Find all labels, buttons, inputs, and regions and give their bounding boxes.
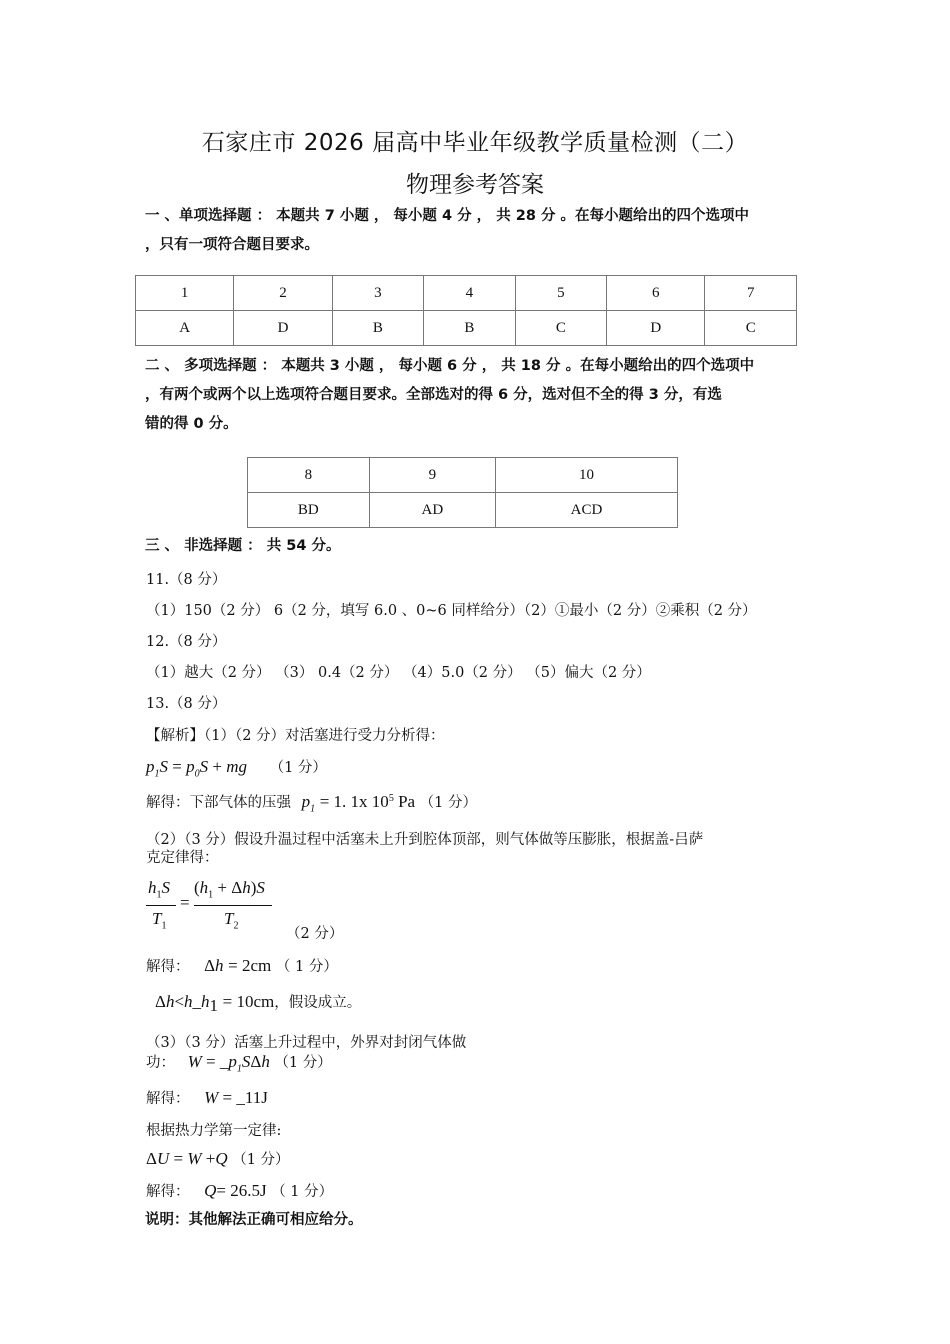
dh-value: = 2cm xyxy=(228,956,272,975)
equation-score: （1 分） xyxy=(419,795,478,811)
section2-heading-line1: 二 、 多项选择题 ： 本题共 3 小题 ， 每小题 6 分 ， 共 18 分 。在每小题给出的四个选项中 xyxy=(145,358,755,374)
pressure-result-line: 解得：下部气体的压强 $p_1 = 1$. 1x $10^5$ Pa （1 分） xyxy=(146,792,478,815)
heat-result-line: 解得： Q= 26.5J （ 1 分） xyxy=(146,1181,334,1200)
table-row xyxy=(248,493,678,528)
work-value: _11J xyxy=(236,1088,268,1107)
part3-line1: （3）（3 分）活塞上升过程中，外界对封闭气体做 xyxy=(146,1035,467,1051)
part2-line1: （2）（3 分）假设升温过程中活塞未上升到腔体顶部，则气体做等压膨胀，根据盖-吕萨 xyxy=(146,832,704,848)
section2-heading-line2: ，有两个或两个以上选项符合题目要求。全部选对的得 6 分，选对但不全的得 3 分，有选 xyxy=(145,387,722,403)
answer-cell: D xyxy=(234,311,332,346)
question-number-cell: 10 xyxy=(495,458,677,493)
answer-cell: C xyxy=(515,311,606,346)
document-subtitle: 物理参考答案 xyxy=(406,172,544,198)
section3-heading: 三 、 非选择题 ： 共 54 分。 xyxy=(145,538,341,554)
equation-score: （1 分） xyxy=(269,760,327,776)
equation-score: （1 分） xyxy=(274,1055,332,1071)
first-law-equation: ΔU = W +Q （1 分） xyxy=(146,1149,290,1168)
work-label: 功： xyxy=(146,1055,175,1071)
question-number-cell: 5 xyxy=(515,276,606,311)
q12-title: 12.（8 分） xyxy=(146,634,227,650)
solve-label: 解得： xyxy=(146,1091,190,1107)
first-law-line: 根据热力学第一定律: xyxy=(146,1123,282,1139)
answer-cell: C xyxy=(705,311,797,346)
equation-score: （1 分） xyxy=(232,1152,290,1168)
section1-heading-line2: ，只有一项符合题目要求。 xyxy=(145,237,319,253)
question-number-cell: 6 xyxy=(607,276,705,311)
q13-title: 13.（8 分） xyxy=(146,696,227,712)
work-equation-line: 功： $W = \_p_1S\Delta h$ （1 分） xyxy=(146,1052,332,1075)
answer-sheet-page: 石家庄市 2026 届高中毕业年级教学质量检测（二） 物理参考答案 一 、单项选择题 ： 本题共 7 小题 ， 每小题 4 分 ， 共 28 分 。在每小题给出的四个选项中 ，只有一项符合题目要求。 1 2 3 4 5 6 7 A D B B C D C 二 、 多项选择题 ： 本题共 3 小题 ， 每小题 6 分 ， 共 18 分 。在每小题给出的四个选项中 ，有两个或两个以上选项符合题目要求。全部选对的得 6 分，选对但不全的得 3 分，有选 错的得 0 分。 8 9 10 BD AD ACD 三 、 非选择题 ： 共 54 分。 11.（8 分） （1）150（2 分） 6（2 分，填写 6.0 、0~6 同样给分）（2）①最小（2 分）②乘积（2 分） 12.（8 分） （1）越大（2 分） （3） 0.4（2 分） （4）5.0（2 分） （5）偏大（2 分） 13.（8 分） 【解析】（1）（2 分）对活塞进行受力分析得： $p_1S = p_0S$ + mg （1 分） 解得：下部气体的压强 $p_1 = 1$. 1x $10^5$ Pa （1 分） （2）（3 分）假设升温过程中活塞未上升到腔体顶部，则气体做等压膨胀，根据盖-吕萨 克定律得： $h_1S$ = $(h_1 + \Delta h)S$ $T_1$ $T_2$ （2 分） 解得： Δh = 2cm （ 1 分） $\Delta h<h\_h_1 = 10cm$，假设成立。 （3）（3 分）活塞上升过程中，外界对封闭气体做 功： $W = \_p_1S\Delta h$ （1 分） 解得： W = _11J 根据热力学第一定律: ΔU = W +Q （1 分） 解得： Q= 26.5J （ 1 分） 说明：其他解法正确可相应给分。 xyxy=(0,0,950,1344)
part2-line2: 克定律得： xyxy=(146,850,219,866)
assumption-check-line: $\Delta h<h\_h_1 = 10cm$，假设成立。 xyxy=(155,992,362,1015)
q11-title: 11.（8 分） xyxy=(146,572,227,588)
pressure-unit: Pa xyxy=(393,792,416,811)
question-number-cell: 4 xyxy=(424,276,515,311)
q11-answer: （1）150（2 分） 6（2 分，填写 6.0 、0~6 同样给分）（2）①最小（2 分）②乘积（2 分） xyxy=(146,603,757,619)
answer-cell: A xyxy=(136,311,234,346)
assumption-text: ，假设成立。 xyxy=(274,995,362,1011)
answer-cell: AD xyxy=(369,493,495,528)
document-title: 石家庄市 2026 届高中毕业年级教学质量检测（二） xyxy=(201,130,749,156)
table-row xyxy=(136,311,797,346)
answer-cell: D xyxy=(607,311,705,346)
section2-heading xyxy=(145,352,815,439)
question-number-cell: 2 xyxy=(234,276,332,311)
grading-note: 说明：其他解法正确可相应给分。 xyxy=(145,1212,363,1228)
section2-heading-line3: 错的得 0 分。 xyxy=(145,416,238,432)
section1-heading xyxy=(145,202,815,260)
solve-label: 解得：下部气体的压强 xyxy=(146,795,291,811)
table-row xyxy=(136,276,797,311)
analysis-line: 【解析】（1）（2 分）对活塞进行受力分析得： xyxy=(146,728,445,744)
equation-score: （ 1 分） xyxy=(271,1184,334,1200)
heat-value: = 26.5J xyxy=(216,1181,267,1200)
section2-answer-table xyxy=(247,457,678,528)
answer-cell: ACD xyxy=(495,493,677,528)
table-row xyxy=(248,458,678,493)
solve-label: 解得： xyxy=(146,959,190,975)
answer-cell: B xyxy=(424,311,515,346)
question-number-cell: 8 xyxy=(248,458,370,493)
answer-cell: BD xyxy=(248,493,370,528)
force-balance-equation: $p_1S = p_0S$ + mg （1 分） xyxy=(146,757,327,780)
comparison-value: = 10cm xyxy=(222,992,275,1011)
answer-cell: B xyxy=(332,311,423,346)
pressure-value: = 1. 1x 10 xyxy=(319,792,389,811)
section1-answer-table xyxy=(135,275,797,346)
equation-score: （ 1 分） xyxy=(275,959,338,975)
question-number-cell: 1 xyxy=(136,276,234,311)
work-result-line: 解得： W = _11J xyxy=(146,1088,268,1107)
dh-result-line: 解得： Δh = 2cm （ 1 分） xyxy=(146,956,338,975)
question-number-cell: 3 xyxy=(332,276,423,311)
question-number-cell: 7 xyxy=(705,276,797,311)
section1-heading-line1: 一 、单项选择题 ： 本题共 7 小题 ， 每小题 4 分 ， 共 28 分 。在每小题给出的四个选项中 xyxy=(145,208,750,224)
equation-score: （2 分） xyxy=(286,926,344,942)
solve-label: 解得： xyxy=(146,1184,190,1200)
q12-answer: （1）越大（2 分） （3） 0.4（2 分） （4）5.0（2 分） （5）偏大（2 分） xyxy=(146,665,651,681)
question-number-cell: 9 xyxy=(369,458,495,493)
pressure-exponent: 5 xyxy=(388,793,394,805)
